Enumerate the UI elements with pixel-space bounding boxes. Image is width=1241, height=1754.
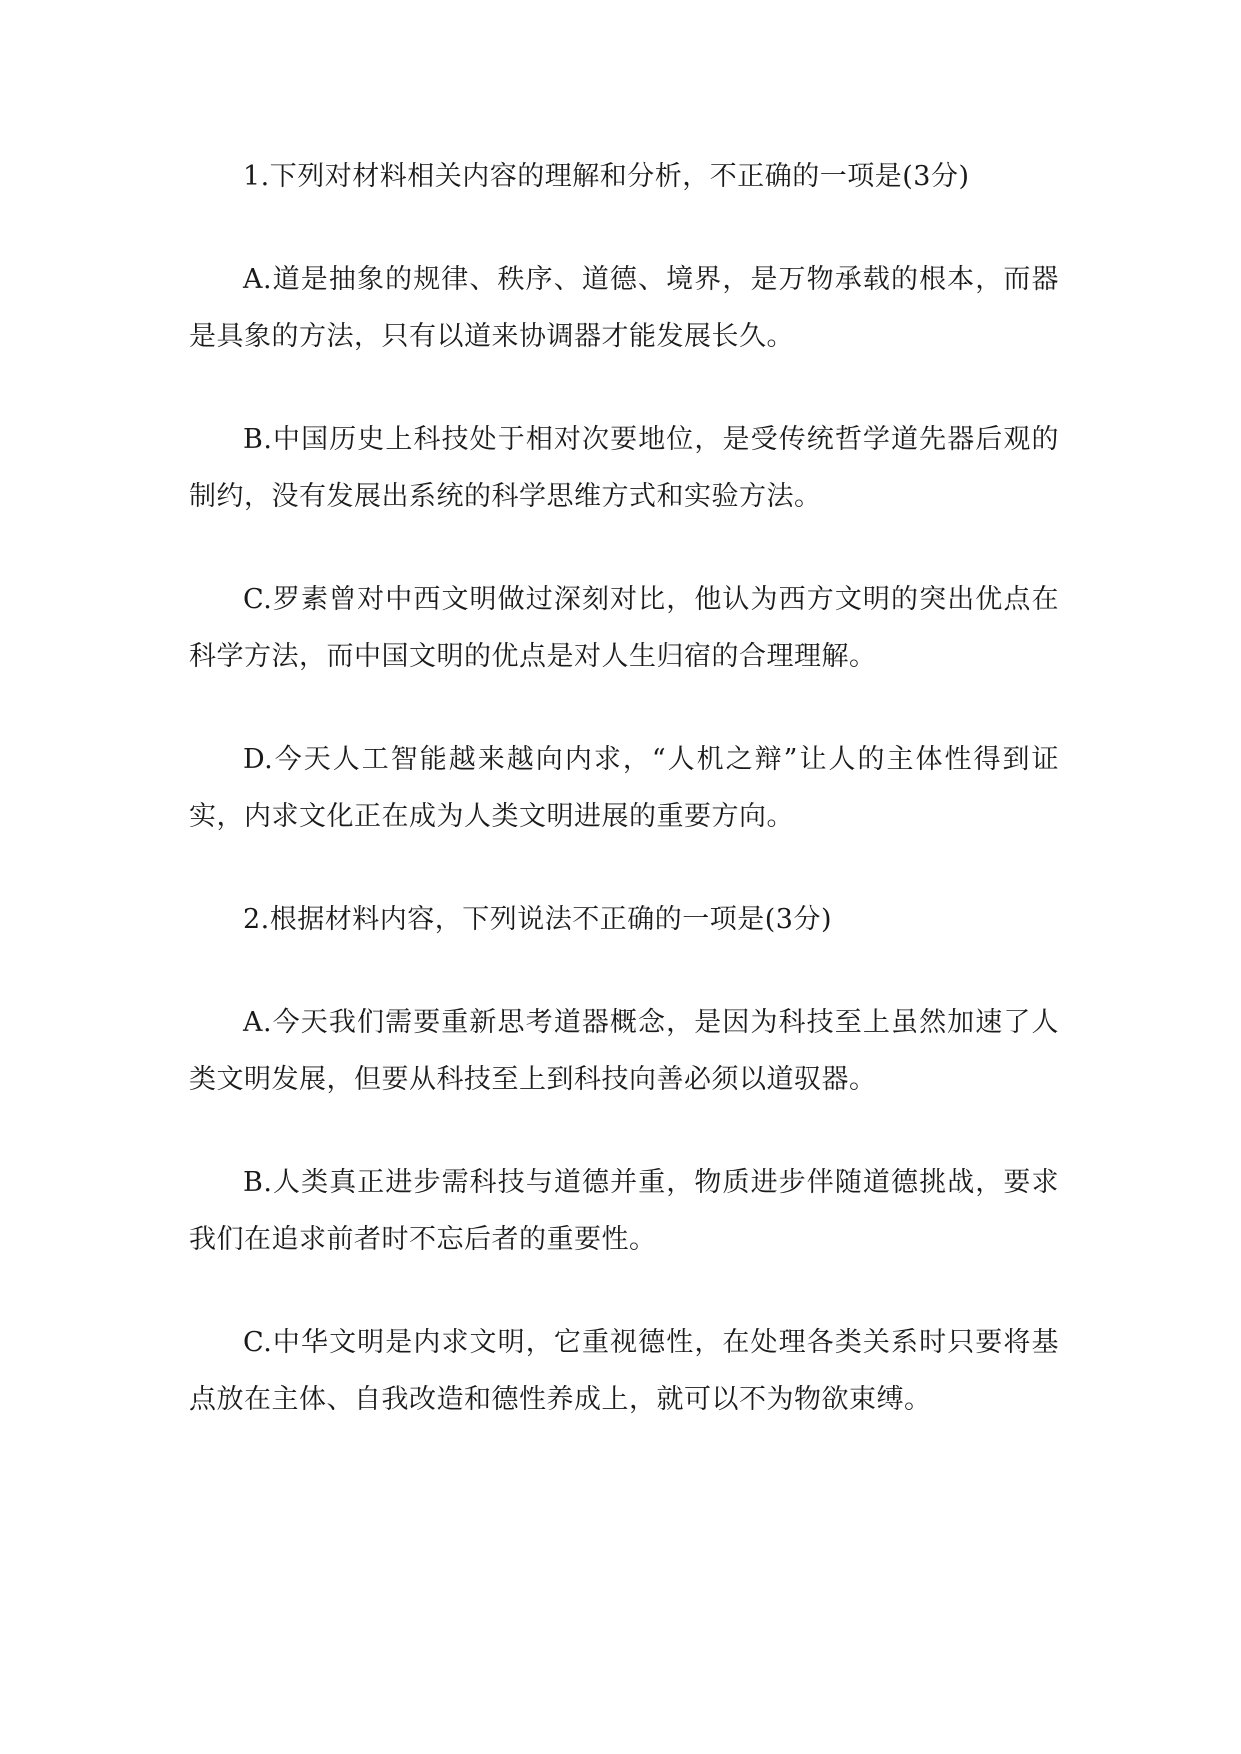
- question-2-option-b: B.人类真正进步需科技与道德并重，物质进步伴随道德挑战，要求我们在追求前者时不忘后者的重要性。: [189, 1167, 1059, 1255]
- question-1-stem: 1.下列对材料相关内容的理解和分析，不正确的一项是(3分): [243, 161, 970, 192]
- question-2-option-a: A.今天我们需要重新思考道器概念，是因为科技至上虽然加速了人类文明发展，但要从科技至上到科技向善必须以道驭器。: [189, 1007, 1059, 1095]
- question-1-option-c: C.罗素曾对中西文明做过深刻对比，他认为西方文明的突出优点在科学方法，而中国文明的优点是对人生归宿的合理理解。: [189, 584, 1059, 672]
- question-2-option-c: C.中华文明是内求文明，它重视德性，在处理各类关系时只要将基点放在主体、自我改造和德性养成上，就可以不为物欲束缚。: [189, 1327, 1059, 1415]
- question-1-option-b: B.中国历史上科技处于相对次要地位，是受传统哲学道先器后观的制约，没有发展出系统的科学思维方式和实验方法。: [189, 424, 1059, 512]
- question-1-option-a: A.道是抽象的规律、秩序、道德、境界，是万物承载的根本，而器是具象的方法，只有以道来协调器才能发展长久。: [189, 264, 1059, 352]
- question-1-option-d: D.今天人工智能越来越向内求，“人机之辩”让人的主体性得到证实，内求文化正在成为人类文明进展的重要方向。: [189, 744, 1059, 832]
- question-2-stem: 2.根据材料内容，下列说法不正确的一项是(3分): [243, 904, 833, 935]
- question-content: [189, 148, 1059, 1474]
